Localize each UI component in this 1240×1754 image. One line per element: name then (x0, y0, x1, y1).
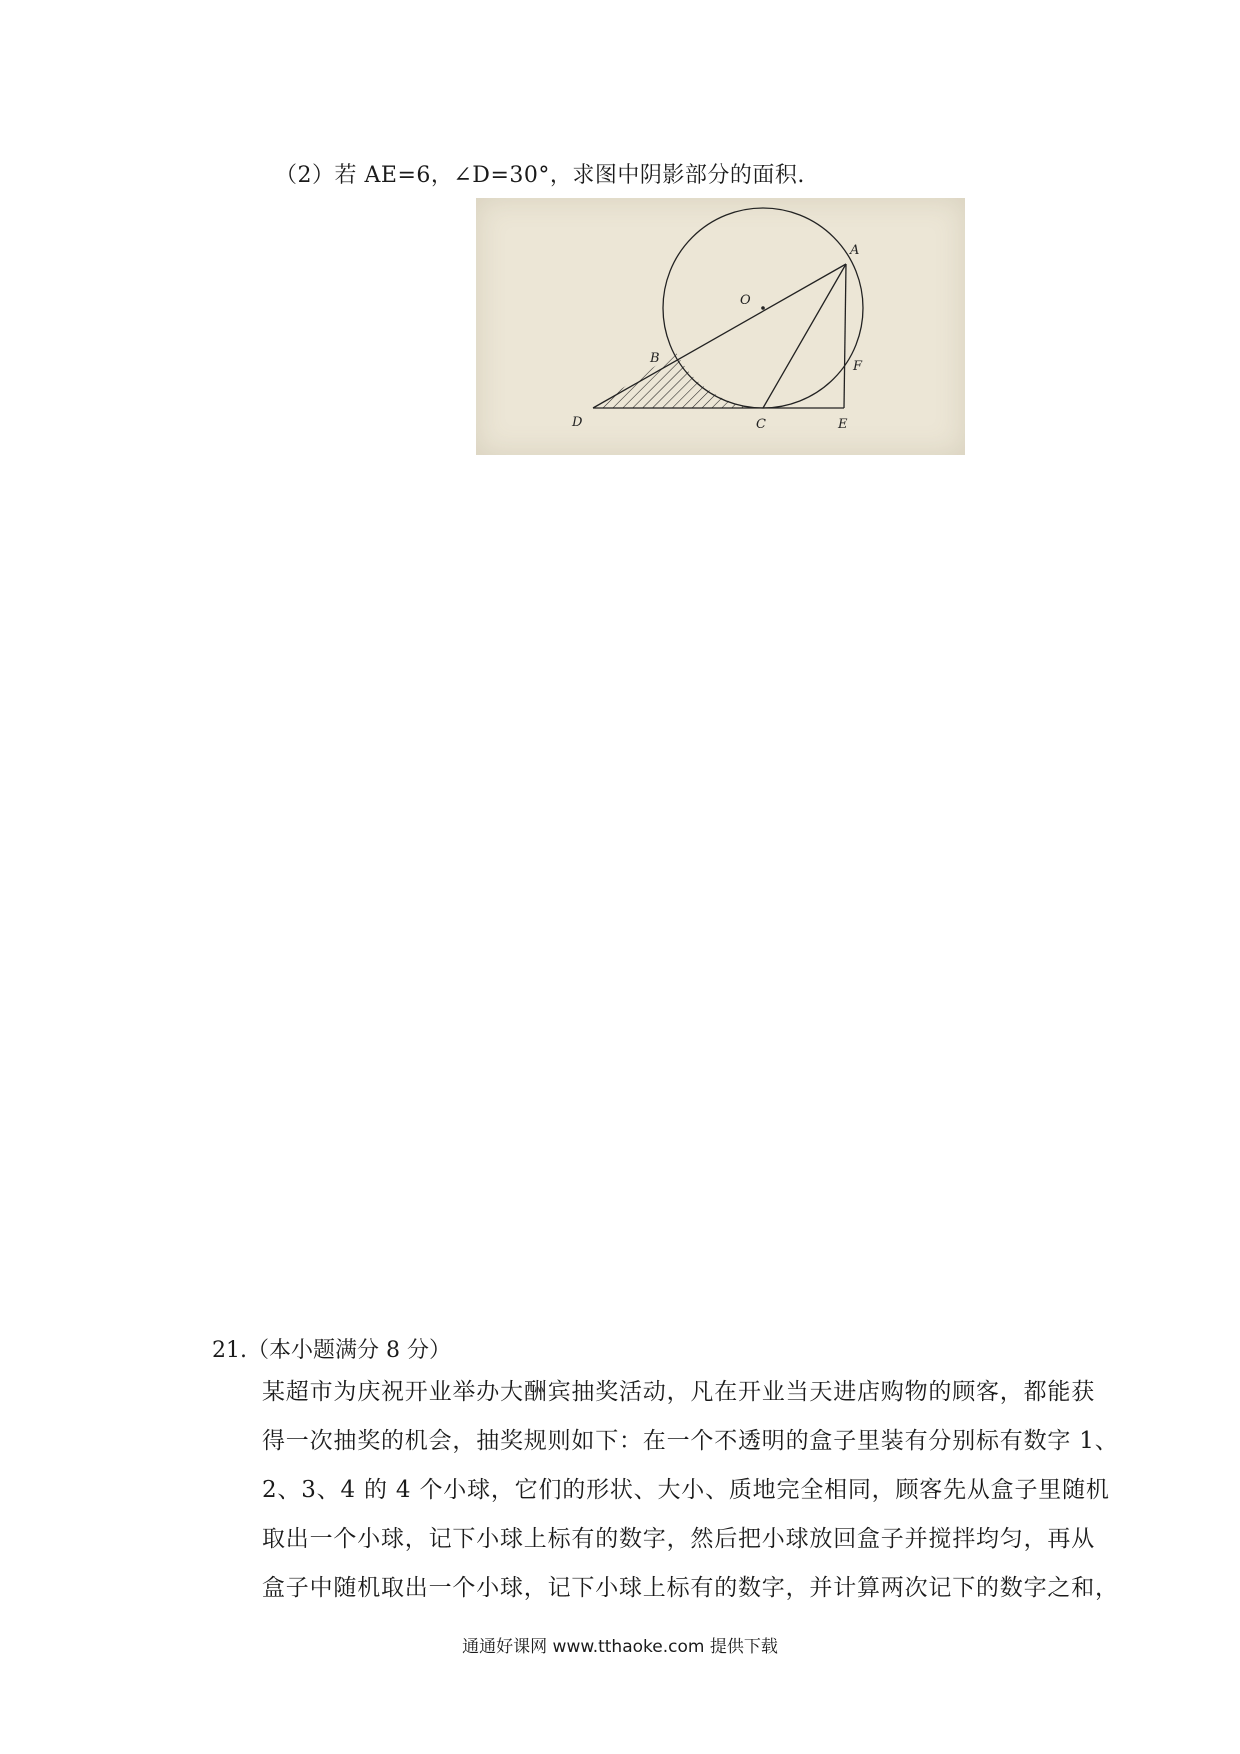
label-e: E (838, 417, 848, 432)
label-f: F (853, 359, 863, 374)
geometry-diagram (476, 198, 965, 455)
line-da (593, 264, 846, 408)
label-c: C (756, 417, 766, 432)
label-b: B (650, 351, 660, 366)
body-line: 取出一个小球，记下小球上标有的数字，然后把小球放回盒子并搅拌均匀，再从 (262, 1526, 1095, 1552)
label-d: D (572, 415, 583, 430)
center-dot (761, 306, 765, 310)
body-line: 得一次抽奖的机会，抽奖规则如下：在一个不透明的盒子里装有分别标有数字 1、 (262, 1428, 1119, 1454)
body-line: 某超市为庆祝开业举办大酬宾抽奖活动，凡在开业当天进店购物的顾客，都能获 (262, 1379, 1095, 1405)
page-footer: 通通好课网 www.tthaoke.com 提供下载 (462, 1637, 778, 1657)
line-ae (844, 264, 846, 408)
question-21-heading: 21.（本小题满分 8 分） (212, 1338, 451, 1363)
body-line: 盒子中随机取出一个小球，记下小球上标有的数字，并计算两次记下的数字之和， (262, 1575, 1119, 1601)
line-ac (763, 264, 846, 408)
body-line: 2、3、4 的 4 个小球，它们的形状、大小、质地完全相同，顾客先从盒子里随机 (262, 1477, 1110, 1503)
label-o: O (740, 293, 751, 308)
geometry-figure (476, 198, 965, 455)
label-a: A (850, 243, 860, 258)
question-2-text: （2）若 AE=6，∠D=30°，求图中阴影部分的面积. (275, 163, 805, 188)
question-21-body (262, 1368, 1132, 1613)
